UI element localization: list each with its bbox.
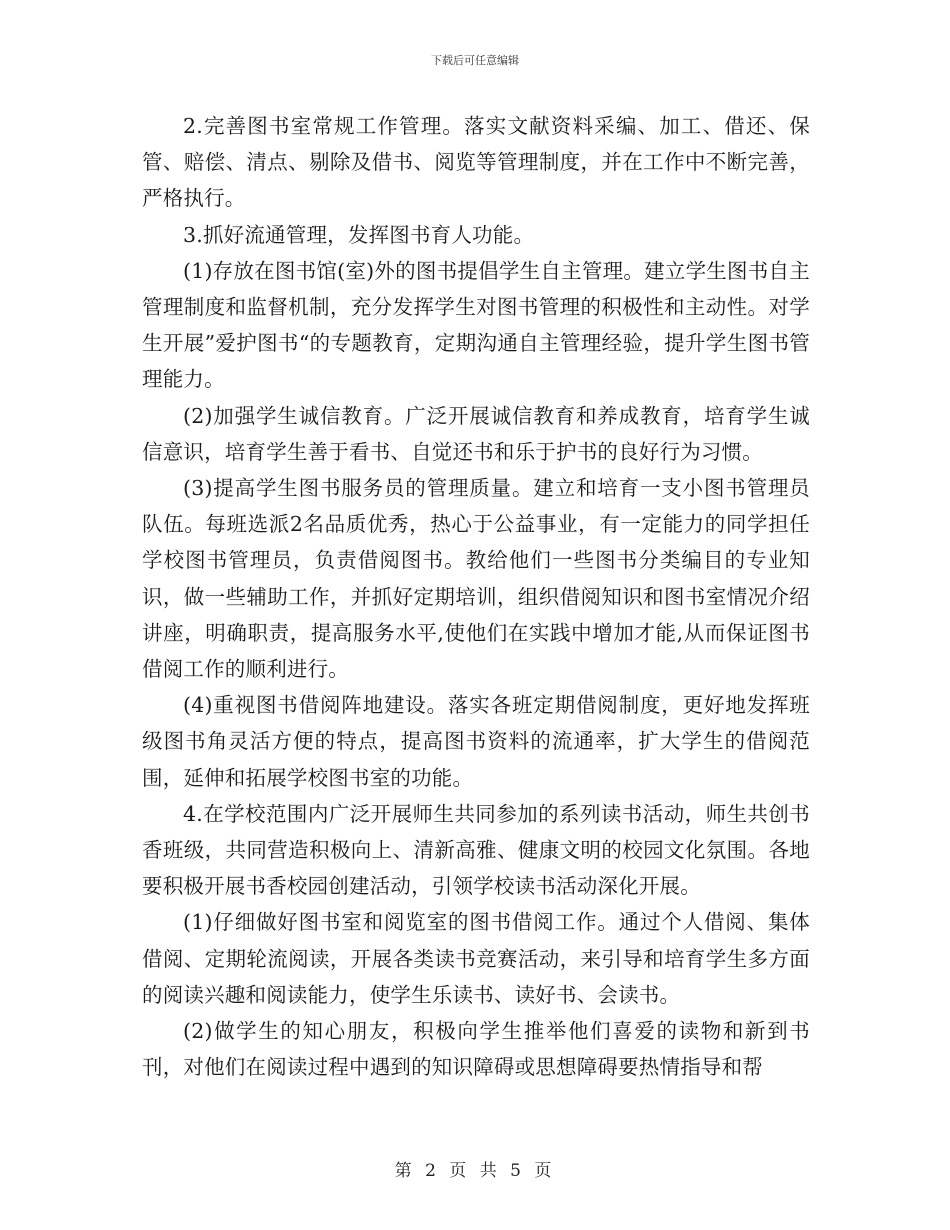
paragraph: (1)仔细做好图书室和阅览室的图书借阅工作。通过个人借阅、集体借阅、定期轮流阅读，开展各类读书竞赛活动，来引导和培育学生多方面的阅读兴趣和阅读能力，使学生乐读书、读好书、会读书。 [142, 910, 810, 1007]
paragraph: (2)加强学生诚信教育。广泛开展诚信教育和养成教育，培育学生诚信意识，培育学生善于看书、自觉还书和乐于护书的良好行为习惯。 [142, 403, 810, 464]
page-header: 下载后可任意编辑 [431, 54, 519, 67]
paragraph: (3)提高学生图书服务员的管理质量。建立和培育一支小图书管理员队伍。每班选派2名品质优秀，热心于公益事业，有一定能力的同学担任学校图书管理员，负责借阅图书。教给他们一些图书分类编目的专业知识，做一些辅助工作，并抓好定期培训，组织借阅知识和图书室情况介绍讲座，明确职责，提高服务水平,使他们在实践中增加才能,从而保证图书借阅工作的顺利进行。 [142, 476, 810, 682]
paragraph: (4)重视图书借阅阵地建设。落实各班定期借阅制度，更好地发挥班级图书角灵活方便的特点，提高图书资料的流通率，扩大学生的借阅范围，延伸和拓展学校图书室的功能。 [142, 693, 810, 790]
paragraph: 3.抓好流通管理，发挥图书育人功能。 [183, 222, 535, 247]
document-body [142, 108, 810, 1085]
paragraph: 4.在学校范围内广泛开展师生共同参加的系列读书活动，师生共创书香班级，共同营造积极向上、清新高雅、健康文明的校园文化氛围。各地要积极开展书香校园创建活动，引领学校读书活动深化开展。 [142, 801, 810, 899]
paragraph: 2.完善图书室常规工作管理。落实文献资料采编、加工、借还、保管、赔偿、清点、剔除及借书、阅览等管理制度，并在工作中不断完善，严格执行。 [142, 114, 810, 211]
paragraph: (2)做学生的知心朋友，积极向学生推举他们喜爱的读物和新到书刊，对他们在阅读过程中遇到的知识障碍或思想障碍要热情指导和帮 [142, 1019, 810, 1080]
paragraph: (1)存放在图书馆(室)外的图书提倡学生自主管理。建立学生图书自主管理制度和监督机制，充分发挥学生对图书管理的积极性和主动性。对学生开展”爱护图书“的专题教育，定期沟通自主管理经验，提升学生图书管理能力。 [142, 258, 810, 392]
page-number-footer: 第 2 页 共 5 页 [394, 1161, 556, 1181]
